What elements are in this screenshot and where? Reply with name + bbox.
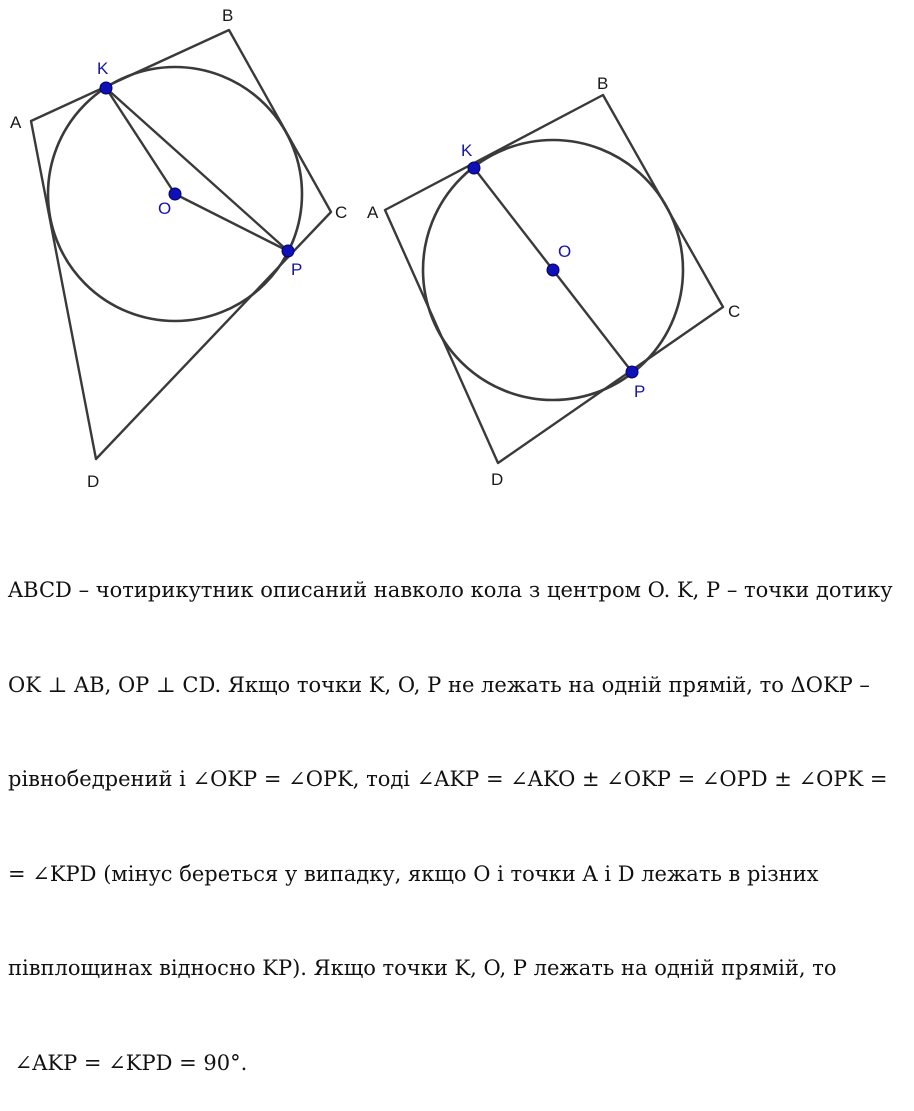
explanation-line: ∠AKP = ∠KPD = 90°. — [8, 1050, 248, 1075]
right-label-b: B — [597, 74, 609, 93]
left-label-d: D — [87, 472, 100, 491]
right-quadrilateral-abcd — [385, 95, 723, 463]
left-label-p: P — [291, 260, 303, 279]
left-quadrilateral-abcd — [31, 30, 331, 459]
right-label-k: K — [461, 141, 473, 160]
left-label-k: K — [97, 59, 109, 78]
right-point-o — [547, 264, 559, 276]
right-label-a: A — [367, 203, 379, 222]
right-point-p — [626, 366, 638, 378]
left-label-a: A — [10, 113, 22, 132]
explanation-line: ABCD – чотирикутник описаний навколо кола з центром O. K, P – точки дотику — [8, 578, 893, 602]
right-label-p: P — [634, 382, 646, 401]
explanation-line: OK ⊥ AB, OP ⊥ CD. Якщо точки K, O, P не лежать на одній прямій, то ΔOKP – — [8, 672, 870, 697]
left-label-c: C — [335, 203, 348, 222]
right-figure — [367, 74, 740, 489]
left-point-p — [282, 245, 294, 257]
geometry-figures — [0, 0, 914, 505]
left-point-k — [100, 82, 112, 94]
left-segment-kp — [106, 88, 288, 251]
explanation-line: рівнобедрений і ∠OKP = ∠OPK, тоді ∠AKP = ∠AKO ± ∠OKP = ∠OPD ± ∠OPK = — [8, 767, 888, 791]
explanation-text — [8, 512, 912, 1111]
right-label-c: C — [728, 302, 741, 321]
left-figure — [10, 6, 347, 491]
left-segment-op — [175, 194, 288, 251]
right-point-k — [468, 162, 480, 174]
left-label-b: B — [222, 6, 234, 25]
right-label-d: D — [491, 470, 504, 489]
explanation-line: півплощинах відносно KP). Якщо точки K, O, P лежать на одній прямій, то — [8, 956, 837, 980]
explanation-line: = ∠KPD (мінус береться у випадку, якщо O і точки A і D лежать в різних — [8, 861, 819, 886]
right-label-o: O — [558, 242, 572, 261]
left-label-o: O — [158, 199, 172, 218]
